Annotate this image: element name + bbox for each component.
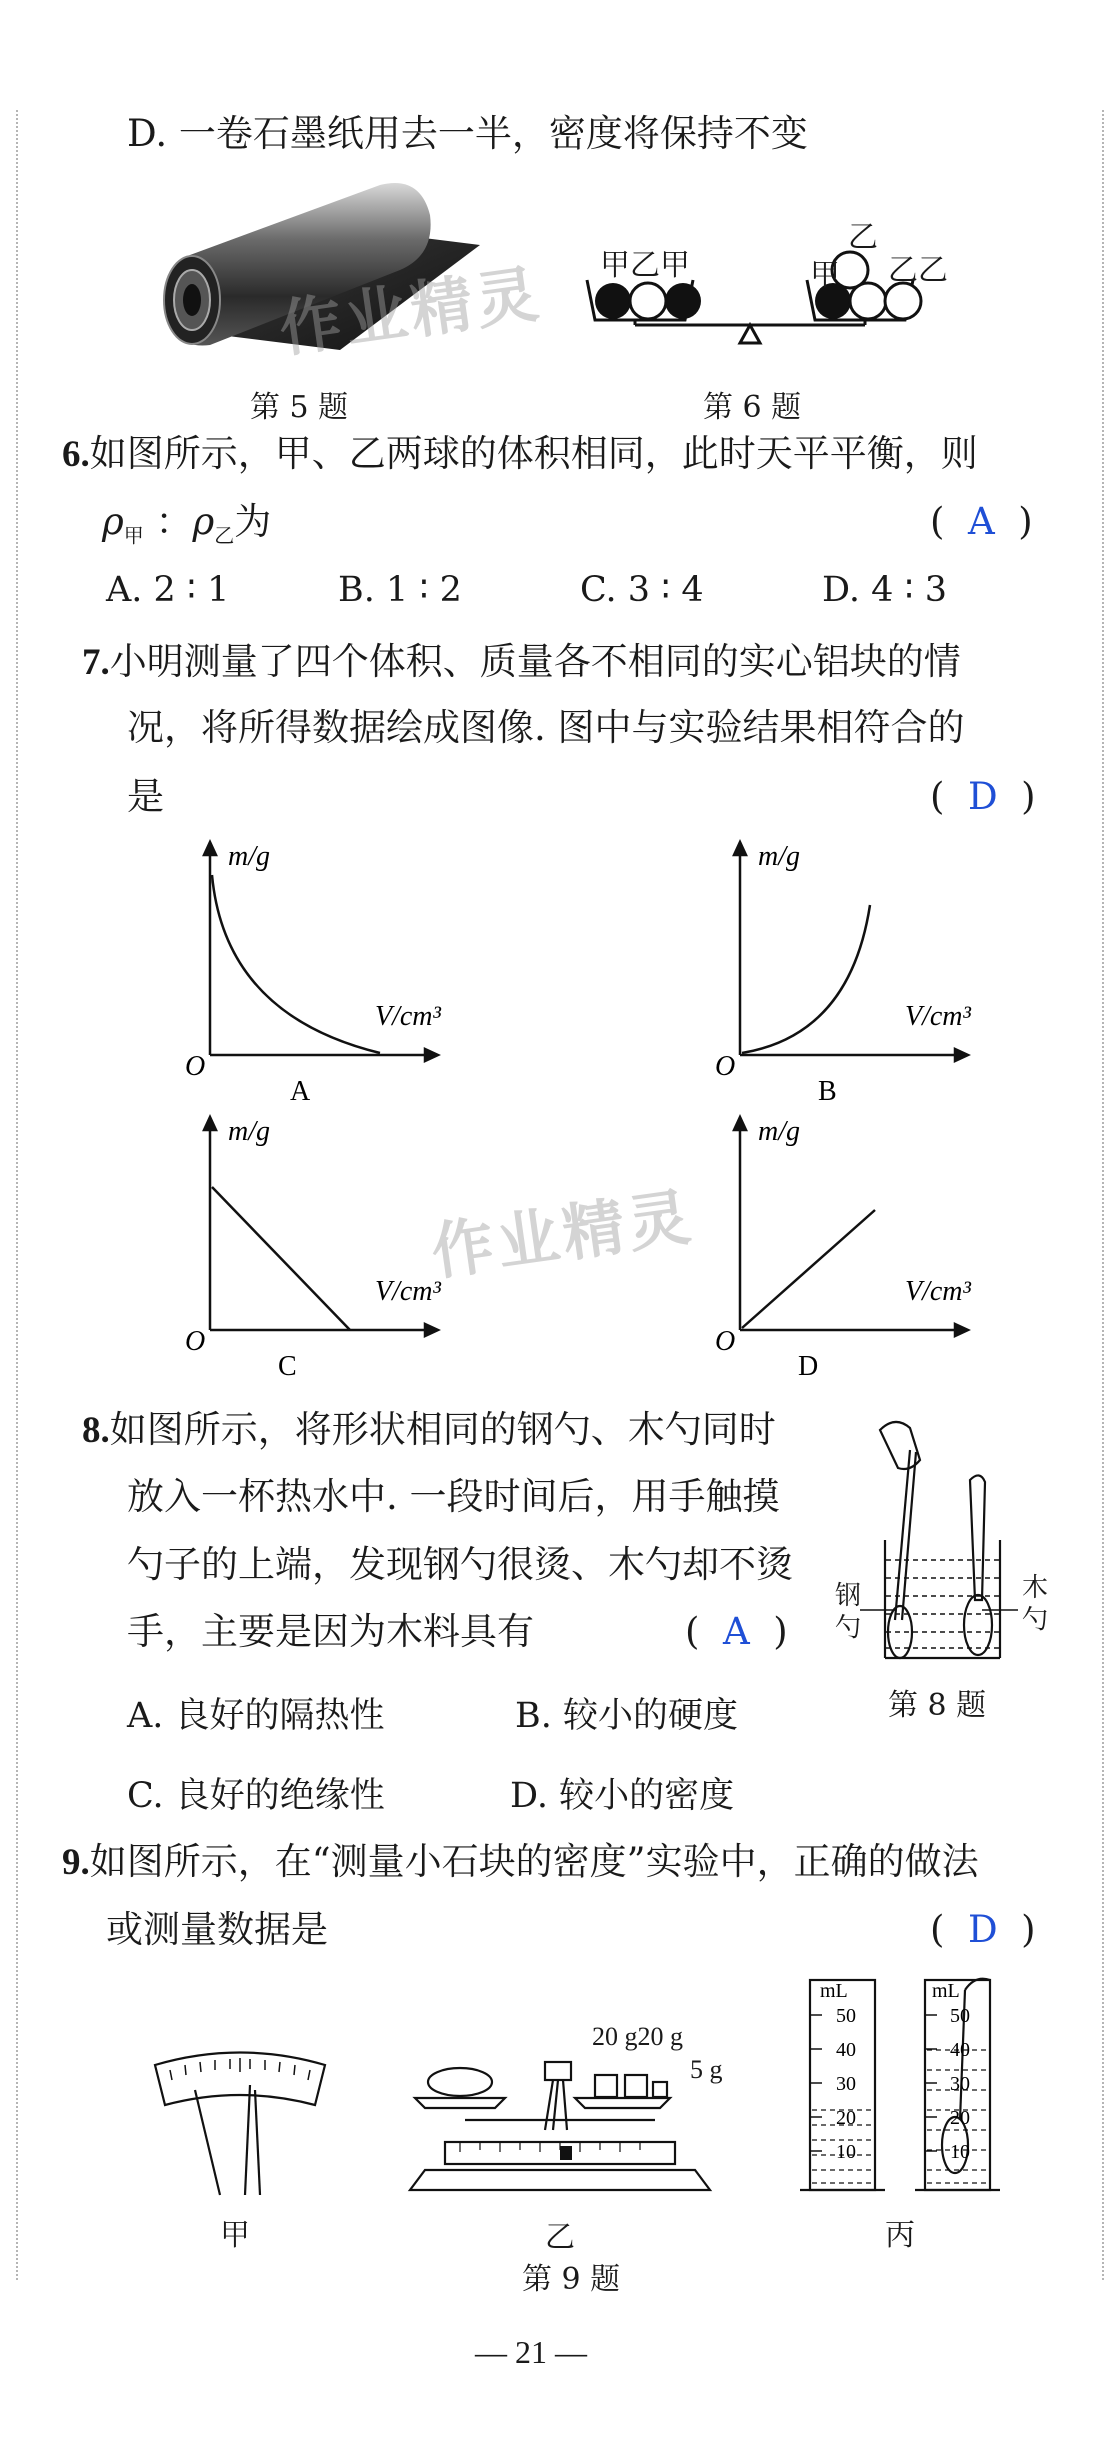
q7a-ylabel: m/g [228, 841, 270, 872]
left-margin-line [16, 110, 18, 2280]
q8-option-c: C. 良好的绝缘性 [127, 1776, 385, 1816]
q6-answer: A [967, 500, 995, 543]
q7c-xlabel: V/cm³ [375, 1276, 441, 1307]
q7d-xlabel: V/cm³ [905, 1276, 971, 1307]
fig6-label-right-left: 甲 [810, 258, 840, 293]
fig5-caption: 第 5 题 [250, 390, 349, 425]
q7-line1: 7.小明测量了四个体积、质量各不相同的实心铝块的情 [82, 640, 961, 683]
q8-line2: 放入一杯热水中. 一段时间后，用手触摸 [127, 1475, 780, 1518]
q7-line3: 是 [127, 775, 164, 818]
cyl1-tick-30: 30 [836, 2073, 856, 2095]
q6-line1: 6.如图所示，甲、乙两球的体积相同，此时天平平衡，则 [62, 432, 978, 475]
q7c-origin: O [185, 1326, 206, 1357]
cyl2-tick-10: 10 [950, 2141, 970, 2163]
fig6-label-left: 甲乙甲 [600, 248, 690, 283]
fig9-caption: 第 9 题 [522, 2262, 621, 2297]
q9-weights-label: 20 g20 g [592, 2022, 683, 2051]
q8-line1: 8.如图所示，将形状相同的钢勺、木勺同时 [82, 1408, 776, 1451]
cyl1-tick-50: 50 [836, 2005, 856, 2027]
q7b-caption: B [818, 1076, 837, 1105]
q6-option-a: A. 2 ∶ 1 [106, 570, 230, 610]
cyl2-tick-20: 20 [950, 2107, 970, 2129]
q7b-ylabel: m/g [758, 841, 800, 872]
q7a-caption: A [290, 1076, 311, 1105]
q9-weight-small-label: 5 g [690, 2055, 723, 2084]
fig8-caption: 第 8 题 [888, 1688, 987, 1723]
q6-option-c: C. 3 ∶ 4 [580, 570, 704, 610]
cyl1-tick-10: 10 [836, 2141, 856, 2163]
q7d-caption: D [798, 1351, 819, 1380]
q9-label-jia: 甲 [220, 2218, 250, 2253]
cyl1-tick-20: 20 [836, 2107, 856, 2129]
q7c-caption: C [278, 1351, 297, 1380]
measuring-cylinders-figure [800, 1975, 1040, 2200]
q9-label-bing: 丙 [885, 2218, 915, 2253]
q7b-xlabel: V/cm³ [905, 1001, 971, 1032]
q8-line3: 勺子的上端，发现钢勺很烫、木勺却不烫 [127, 1543, 793, 1586]
q8-option-a: A. 良好的隔热性 [127, 1696, 385, 1736]
q8-answer-bracket: ( A ) [685, 1610, 788, 1653]
q7-graph-c [170, 1110, 470, 1380]
q7-answer: D [967, 775, 998, 818]
q7-graph-b [700, 835, 1000, 1105]
q6-ratio: $\rho_甲$ ：$\rho_乙$为 [102, 500, 272, 548]
q8-option-d: D. 较小的密度 [510, 1776, 735, 1816]
q6-option-d: D. 4 ∶ 3 [822, 570, 947, 610]
q8-option-b: B. 较小的硬度 [515, 1696, 738, 1736]
cyl2-tick-40: 40 [950, 2039, 970, 2061]
fig6-caption: 第 6 题 [703, 390, 802, 425]
q7-graph-a [170, 835, 470, 1105]
q6-answer-bracket: ( A ) [930, 500, 1033, 543]
q7a-origin: O [185, 1051, 206, 1082]
q9-answer: D [967, 1908, 998, 1951]
q7d-ylabel: m/g [758, 1116, 800, 1147]
cyl2-unit: mL [932, 1980, 960, 2002]
q7d-origin: O [715, 1326, 736, 1357]
q9-line1: 9.如图所示，在“测量小石块的密度”实验中，正确的做法 [62, 1840, 979, 1883]
cyl1-tick-40: 40 [836, 2039, 856, 2061]
q7-graph-d [700, 1110, 1000, 1380]
fig6-label-right-rest: 乙乙 [888, 253, 948, 288]
lever-balance-figure [405, 2060, 725, 2210]
q8-line4: 手，主要是因为木料具有 [127, 1610, 534, 1653]
q7c-ylabel: m/g [228, 1116, 270, 1147]
q8-wood-label: 木 勺 [1022, 1573, 1049, 1635]
watermark-middle: 作业精灵 [426, 1179, 699, 1289]
q7-line2: 况，将所得数据绘成图像. 图中与实验结果相符合的 [127, 706, 965, 749]
cyl1-unit: mL [820, 1980, 848, 2002]
page-number: — 21 — [475, 2334, 587, 2370]
right-margin-line [1102, 110, 1104, 2280]
cyl2-tick-50: 50 [950, 2005, 970, 2027]
q6-option-b: B. 1 ∶ 2 [338, 570, 462, 610]
q8-answer: A [722, 1610, 750, 1653]
q7-answer-bracket: ( D ) [930, 775, 1036, 818]
q9-line2: 或测量数据是 [106, 1908, 328, 1951]
scale-dial-figure [150, 2050, 330, 2200]
q9-answer-bracket: ( D ) [930, 1908, 1036, 1951]
q8-steel-label: 钢 勺 [835, 1581, 862, 1643]
watermark-top: 作业精灵 [274, 256, 547, 366]
q7b-origin: O [715, 1051, 736, 1082]
fig6-label-right-top: 乙 [848, 220, 878, 255]
q7a-xlabel: V/cm³ [375, 1001, 441, 1032]
q9-label-yi: 乙 [545, 2220, 575, 2255]
q5-option-d: D. 一卷石墨纸用去一半，密度将保持不变 [127, 112, 808, 155]
cyl2-tick-30: 30 [950, 2073, 970, 2095]
